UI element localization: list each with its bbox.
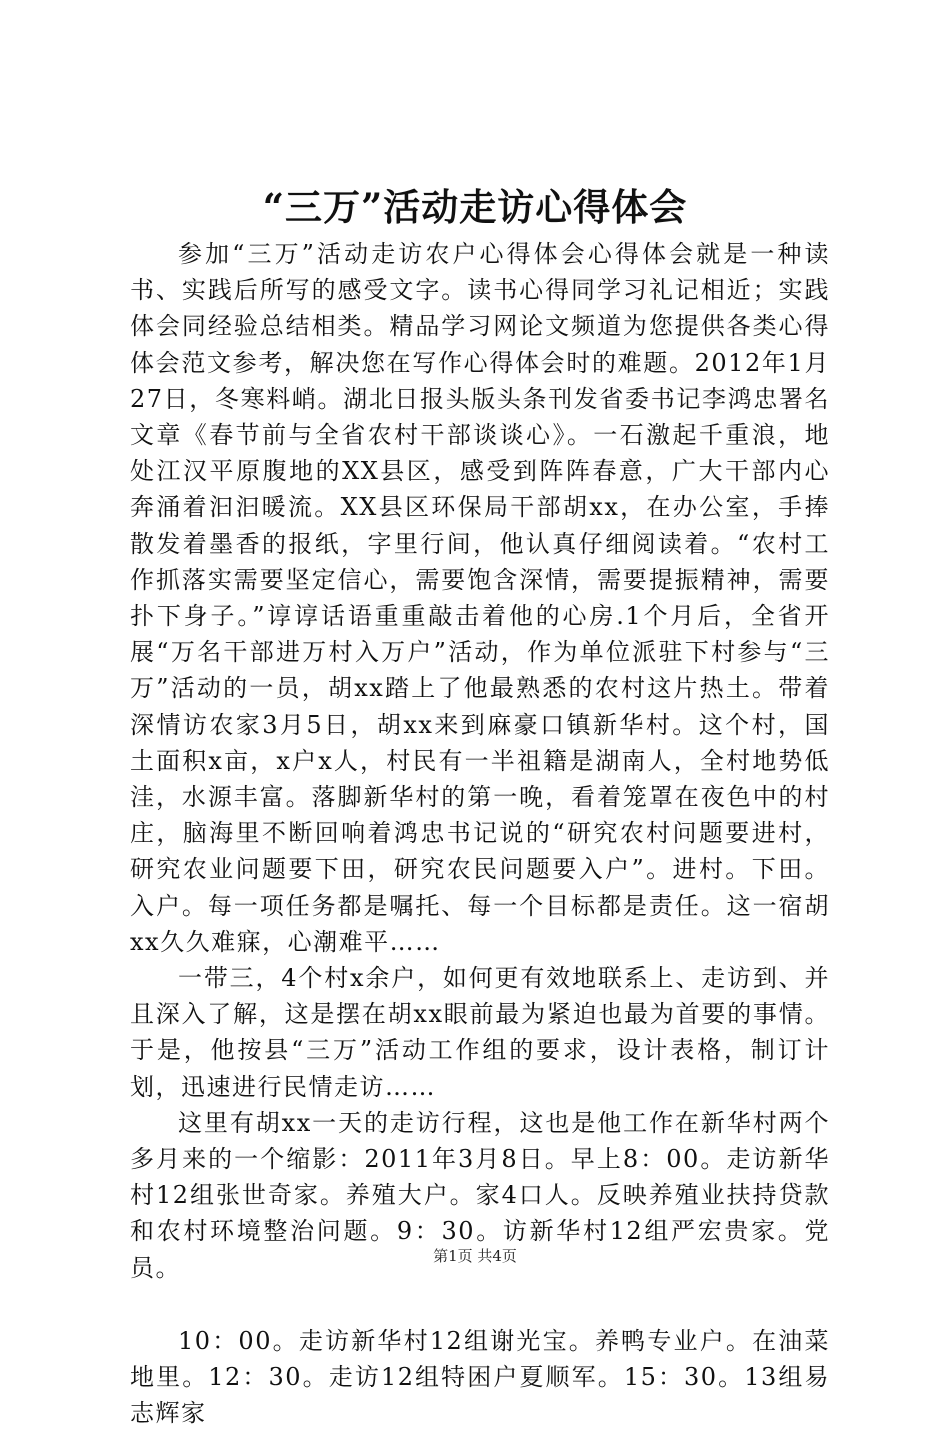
paragraph-4: 10：00。走访新华村12组谢光宝。养鸭专业户。在油菜地里。12：30。走访12组特困户夏顺军。15：30。13组易志辉家: [130, 1326, 830, 1428]
paragraph-2: 一带三，4个村x余户，如何更有效地联系上、走访到、并且深入了解，这是摆在胡xx眼前最为紧迫也最为首要的事情。于是，他按县“三万”活动工作组的要求，设计表格，制订计划，迅速进行民情走访……: [130, 964, 830, 1101]
document-title: “三万”活动走访心得体会: [262, 185, 688, 229]
paragraph-3: 这里有胡xx一天的走访行程，这也是他工作在新华村两个多月来的一个缩影：2011年3月8日。早上8：00。走访新华村12组张世奇家。养殖大户。家4口人。反映养殖业扶持贷款和农村环境整治问题。9：30。访新华村12组严宏贵家。党员。: [130, 1108, 830, 1282]
page-footer: 第1页 共4页: [433, 1247, 517, 1265]
paragraph-1: 参加“三万”活动走访农户心得体会心得体会就是一种读书、实践后所写的感受文字。读书心得同学习礼记相近；实践体会同经验总结相类。精品学习网论文频道为您提供各类心得体会范文参考，解决您在写作心得体会时的难题。2012年1月27日，冬寒料峭。湖北日报头版头条刊发省委书记李鸿忠署名文章《春节前与全省农村干部谈谈心》。一石激起千重浪，地处江汉平原腹地的XX县区，感受到阵阵春意，广大干部内心奔涌着汩汩暖流。XX县区环保局干部胡xx，在办公室，手捧散发着墨香的报纸，字里行间，他认真仔细阅读着。“农村工作抓落实需要坚定信心，需要饱含深情，需要提振精神，需要扑下身子。”谆谆话语重重敲击着他的心房.1个月后，全省开展“万名干部进万村入万户”活动，作为单位派驻下村参与“三万”活动的一员，胡xx踏上了他最熟悉的农村这片热土。带着深情访农家3月5日，胡xx来到麻豪口镇新华村。这个村，国土面积x亩，x户x人，村民有一半祖籍是湖南人，全村地势低洼，水源丰富。落脚新华村的第一晚，看着笼罩在夜色中的村庄，脑海里不断回响着鸿忠书记说的“研究农村问题要进村，研究农业问题要下田，研究农民问题要入户”。进村。下田。入户。每一项任务都是嘱托、每一个目标都是责任。这一宿胡xx久久难寐，心潮难平……: [130, 240, 830, 956]
